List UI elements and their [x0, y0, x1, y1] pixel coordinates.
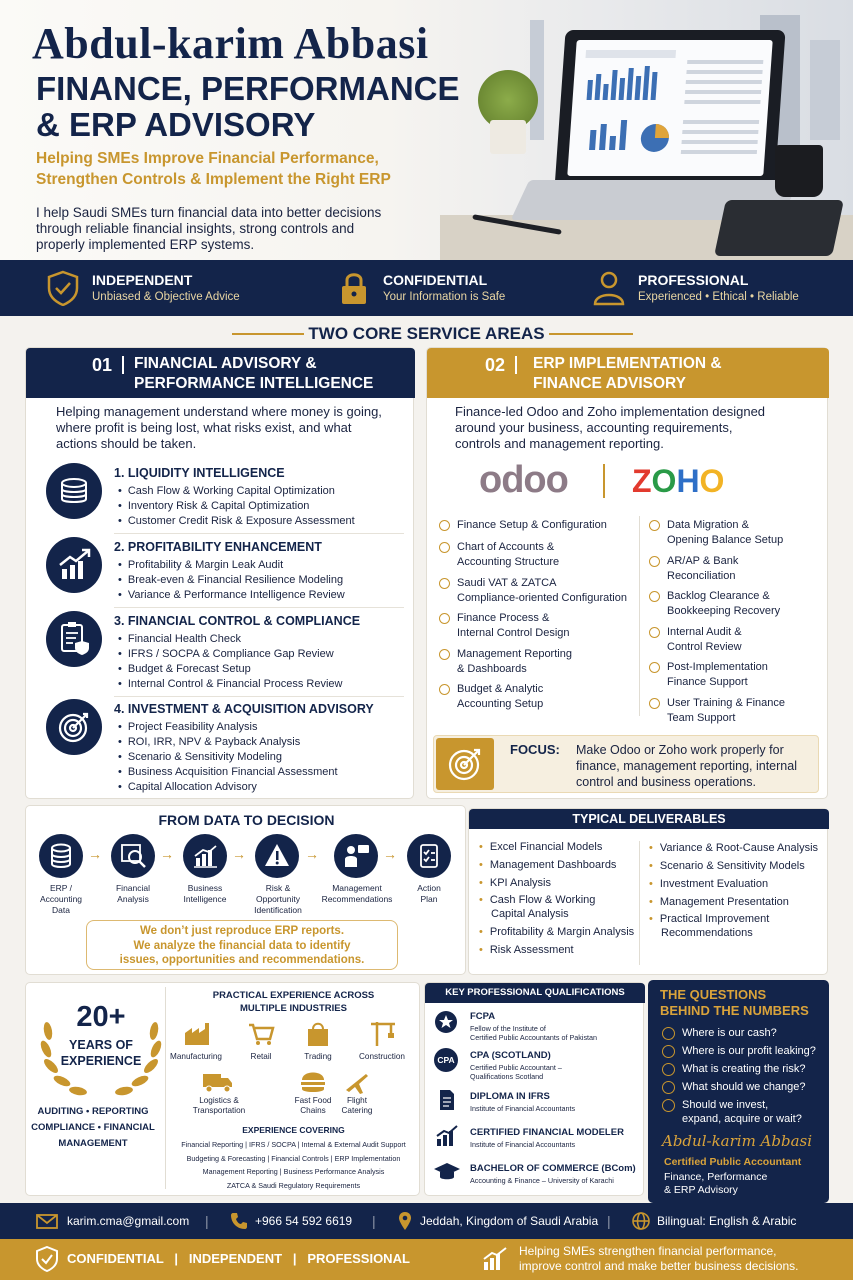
service-item: • Break-even & Financial Resilience Modeling — [118, 574, 343, 586]
service-item: • Internal Control & Financial Process Review — [118, 678, 342, 690]
qualification-desc: Certified Public Accountant – Qualifications Scotland — [470, 1063, 562, 1081]
card-intro-line-2: around your business, accounting requirements, — [455, 420, 733, 435]
growth-chart-icon — [482, 1247, 508, 1271]
erp-service: Finance Setup & Configuration — [457, 519, 607, 531]
erp-service: User Training & Finance Team Support — [667, 697, 785, 724]
value-desc: Unbiased & Objective Advice — [92, 291, 240, 303]
experience-areas: AUDITING • REPORTING COMPLIANCE • FINANCIAL MANAGEMENT — [31, 1106, 155, 1149]
cpa-badge-icon: CPA — [434, 1048, 458, 1072]
value-title: PROFESSIONAL — [638, 272, 749, 288]
person-name: Abdul-karim Abbasi — [32, 19, 429, 68]
bottom-values: CONFIDENTIAL | INDEPENDENT | PROFESSIONAL — [67, 1251, 410, 1266]
question-icon — [662, 1081, 675, 1094]
presenter-icon — [334, 834, 378, 878]
warning-icon — [255, 834, 299, 878]
separator: | — [372, 1213, 376, 1229]
signature-role: Finance, Performance & ERP Advisory — [664, 1171, 768, 1196]
question-icon — [662, 1027, 675, 1040]
signature: Abdul-karim Abbasi — [662, 1132, 813, 1150]
deliverable-item: • Investment Evaluation — [649, 877, 768, 891]
service-item: • Customer Credit Risk & Exposure Assessment — [118, 515, 355, 527]
covering-title: EXPERIENCE COVERING — [242, 1125, 345, 1135]
subtitle-line-2: Strengthen Controls & Implement the Right ERP — [36, 171, 391, 188]
deliverable-item: • Scenario & Sensitivity Models — [649, 859, 805, 873]
questions-panel — [648, 980, 829, 1203]
flow-step-label: Management Recommendations — [321, 883, 393, 904]
check-icon — [439, 613, 450, 624]
bar-chart-icon — [183, 834, 227, 878]
header-separator — [122, 356, 124, 374]
card-number: 01 — [92, 355, 113, 375]
column-divider — [639, 516, 640, 716]
question-icon — [662, 1045, 675, 1058]
bottom-bar — [0, 1239, 853, 1280]
check-icon — [649, 520, 660, 531]
erp-service: Chart of Accounts & Accounting Structure — [457, 541, 560, 568]
deliverables-panel — [468, 808, 828, 975]
card-intro-line-1: Finance-led Odoo and Zoho implementation designed — [455, 404, 766, 419]
erp-service: Finance Process & Internal Control Design — [457, 612, 570, 639]
factory-icon — [183, 1021, 211, 1047]
erp-implementation-card — [426, 347, 828, 799]
service-item: • Business Acquisition Financial Assessment — [118, 766, 338, 778]
service-title: 3. FINANCIAL CONTROL & COMPLIANCE — [114, 614, 361, 628]
erp-service: Internal Audit & Control Review — [667, 626, 742, 653]
plant-pot — [490, 120, 526, 154]
signature-title: Certified Public Accountant — [664, 1156, 802, 1168]
question-item: Where is our profit leaking? — [682, 1045, 816, 1057]
industry-label: Flight Catering — [341, 1096, 373, 1115]
deliverable-item: • Practical Improvement Recommendations — [649, 912, 769, 940]
value-title: INDEPENDENT — [92, 272, 193, 288]
industry-label: Manufacturing — [170, 1052, 222, 1061]
card-intro-line-3: controls and management reporting. — [455, 436, 664, 451]
question-item: Should we invest, expand, acquire or wait? — [682, 1099, 802, 1125]
separator: | — [607, 1213, 611, 1229]
industry-label: Retail — [250, 1052, 272, 1061]
experience-panel — [25, 982, 420, 1196]
qualification-title: FCPA — [470, 1011, 496, 1022]
deliverables-header — [469, 809, 829, 829]
qualification-title: DIPLOMA IN IFRS — [470, 1091, 550, 1102]
divider-rule — [549, 333, 633, 335]
header-separator — [515, 356, 517, 374]
hero-banner — [0, 0, 853, 260]
flow-step-label: ERP / Accounting Data — [39, 883, 83, 915]
qualification-title: CPA (SCOTLAND) — [470, 1050, 551, 1061]
qualification-title: BACHELOR OF COMMERCE (BCom) — [470, 1163, 636, 1174]
service-item: • Cash Flow & Working Capital Optimization — [118, 485, 335, 497]
column-divider — [639, 841, 640, 965]
card-intro-line-2: where profit is being lost, what risks exist, and what — [56, 420, 352, 435]
service-item: • Capital Allocation Advisory — [118, 781, 257, 793]
arrow-right-icon: → — [160, 846, 174, 862]
divider — [114, 696, 404, 697]
years-label-line-1: YEARS OF — [69, 1038, 133, 1052]
card-intro-line-3: actions should be taken. — [56, 436, 197, 451]
card-title-line-2: FINANCE ADVISORY — [533, 375, 687, 392]
card-title-line-2: PERFORMANCE INTELLIGENCE — [134, 375, 374, 392]
bag-icon — [304, 1021, 332, 1047]
magnifier-chart-icon — [111, 834, 155, 878]
flow-step-label: Financial Analysis — [115, 883, 151, 904]
check-icon — [439, 649, 450, 660]
covering-list: Financial Reporting | IFRS / SOCPA | Internal & External Audit Support Budgeting & Forecasting | Financial Controls | ERP Implementation Management Reporting | Business Performance Analysis ZATCA & Saudi Regulatory Requirements — [181, 1140, 406, 1190]
deliverable-item: • Excel Financial Models — [479, 840, 602, 854]
questions-title: THE QUESTIONS BEHIND THE NUMBERS — [660, 987, 809, 1018]
arrow-right-icon: → — [305, 846, 319, 862]
coffee-mug-icon — [775, 145, 823, 197]
contact-email[interactable]: karim.cma@gmail.com — [67, 1214, 190, 1228]
zoho-letter: O — [699, 463, 725, 499]
intro-line-2: through reliable financial insights, strong controls and — [36, 221, 355, 236]
skyline-building — [810, 40, 840, 140]
card-header — [26, 348, 415, 398]
service-title: 4. INVESTMENT & ACQUISITION ADVISORY — [114, 702, 374, 716]
erp-service: Backlog Clearance & Bookkeeping Recovery — [667, 590, 781, 617]
check-icon — [439, 578, 450, 589]
card-title-line-1: FINANCIAL ADVISORY & — [134, 355, 317, 372]
deliverables-title: TYPICAL DELIVERABLES — [572, 812, 726, 826]
years-label-line-2: EXPERIENCE — [60, 1054, 142, 1068]
question-item: What is creating the risk? — [682, 1063, 806, 1075]
flow-step-label: Action Plan — [417, 883, 441, 904]
data-to-decision-panel — [25, 805, 466, 975]
service-item: • Variance & Performance Intelligence Review — [118, 589, 345, 601]
burger-icon — [299, 1069, 327, 1095]
question-item: Where is our cash? — [682, 1027, 777, 1039]
laptop-dashboard-screen — [567, 40, 773, 176]
flow-title: FROM DATA TO DECISION — [158, 812, 335, 828]
crane-icon — [369, 1019, 397, 1047]
flow-note: We don’t just reproduce ERP reports. We analyze the financial data to identify issues, opportunities and recommendations. — [86, 920, 398, 970]
separator: | — [205, 1213, 209, 1229]
zoho-logo — [632, 463, 724, 499]
qualifications-title: KEY PROFESSIONAL QUALIFICATIONS — [445, 987, 625, 998]
service-item: • IFRS / SOCPA & Compliance Gap Review — [118, 648, 334, 660]
focus-text: Make Odoo or Zoho work properly for finance, management reporting, internal control and business operations. — [576, 743, 797, 789]
value-title: CONFIDENTIAL — [383, 272, 488, 288]
card-header — [427, 348, 829, 398]
value-desc: Experienced • Ethical • Reliable — [638, 291, 799, 303]
qualifications-panel — [424, 982, 644, 1196]
erp-service: Budget & Analytic Accounting Setup — [457, 683, 544, 710]
intro-line-3: properly implemented ERP systems. — [36, 237, 255, 252]
graduation-cap-icon — [433, 1161, 461, 1181]
card-intro-line-1: Helping management understand where money is going, — [56, 404, 382, 419]
erp-service: Post-Implementation Finance Support — [667, 661, 768, 688]
focus-box — [433, 735, 819, 793]
qualifications-header — [425, 983, 645, 1003]
checklist-icon — [407, 834, 451, 878]
growth-chart-icon — [435, 1125, 459, 1147]
arrow-right-icon: → — [383, 846, 397, 862]
value-independent — [46, 260, 266, 316]
star-seal-icon — [435, 1011, 457, 1033]
divider — [114, 607, 404, 608]
industries-title: PRACTICAL EXPERIENCE ACROSS MULTIPLE INDUSTRIES — [212, 990, 375, 1014]
skyline-building — [530, 20, 544, 140]
location-pin-icon — [398, 1211, 412, 1231]
service-title: 1. LIQUIDITY INTELLIGENCE — [114, 466, 285, 480]
zoho-letter: Z — [632, 463, 652, 499]
erp-service: Management Reporting & Dashboards — [457, 648, 572, 675]
service-item: • Project Feasibility Analysis — [118, 721, 257, 733]
email-icon — [36, 1214, 58, 1229]
headline-line-2: & ERP ADVISORY — [36, 106, 316, 143]
lock-icon — [337, 270, 371, 306]
industry-label: Trading — [304, 1052, 332, 1061]
contact-bar — [0, 1203, 853, 1239]
shield-check-icon — [46, 270, 80, 306]
values-band — [0, 260, 853, 316]
service-item: • Inventory Risk & Capital Optimization — [118, 500, 309, 512]
bottom-tagline: Helping SMEs strengthen financial performance, improve control and make better business decisions. — [519, 1244, 799, 1273]
target-icon — [46, 699, 102, 755]
qualification-desc: Institute of Financial Accountants — [470, 1104, 576, 1113]
industry-label: Logistics & Transportation — [192, 1096, 246, 1115]
logo-separator — [603, 464, 605, 498]
erp-service: Data Migration & Opening Balance Setup — [667, 519, 784, 546]
deliverable-item: • KPI Analysis — [479, 876, 551, 890]
growth-chart-icon — [46, 537, 102, 593]
financial-advisory-card — [25, 347, 414, 799]
value-professional — [592, 260, 832, 316]
value-desc: Your Information is Safe — [383, 291, 506, 303]
deliverable-item: • Profitability & Margin Analysis — [479, 925, 634, 939]
contact-language: Bilingual: English & Arabic — [657, 1214, 797, 1228]
calculator-icon — [714, 200, 844, 256]
check-icon — [649, 627, 660, 638]
years-count: 20+ — [76, 1001, 126, 1033]
value-confidential — [337, 260, 557, 316]
intro-line-1: I help Saudi SMEs turn financial data into better decisions — [36, 205, 382, 220]
service-item: • ROI, IRR, NPV & Payback Analysis — [118, 736, 300, 748]
check-icon — [649, 662, 660, 673]
document-icon — [438, 1089, 456, 1111]
shield-check-icon — [36, 1246, 58, 1272]
service-item: • Profitability & Margin Leak Audit — [118, 559, 283, 571]
arrow-right-icon: → — [88, 846, 102, 862]
truck-icon — [202, 1070, 234, 1094]
focus-label: FOCUS: — [510, 742, 560, 757]
question-icon — [662, 1063, 675, 1076]
check-icon — [649, 698, 660, 709]
odoo-logo: odoo — [479, 459, 568, 501]
coins-icon — [46, 463, 102, 519]
industry-label: Construction — [359, 1052, 405, 1061]
deliverable-item: • Risk Assessment — [479, 943, 574, 957]
check-icon — [649, 591, 660, 602]
database-icon — [39, 834, 83, 878]
clipboard-shield-icon — [46, 611, 102, 667]
check-icon — [439, 520, 450, 531]
service-title: 2. PROFITABILITY ENHANCEMENT — [114, 540, 322, 554]
check-icon — [439, 684, 450, 695]
cart-icon — [247, 1021, 275, 1047]
card-title-line-1: ERP IMPLEMENTATION & — [533, 355, 722, 372]
flow-step-label: Risk & Opportunity Identification — [254, 883, 302, 915]
globe-icon — [632, 1212, 650, 1230]
subtitle-line-1: Helping SMEs Improve Financial Performance, — [36, 150, 379, 167]
arrow-right-icon: → — [232, 846, 246, 862]
phone-icon — [230, 1212, 248, 1230]
service-item: • Financial Health Check — [118, 633, 241, 645]
person-icon — [592, 270, 626, 306]
qualification-title: CERTIFIED FINANCIAL MODELER — [470, 1127, 624, 1138]
question-item: What should we change? — [682, 1081, 806, 1093]
contact-phone[interactable]: +966 54 592 6619 — [255, 1214, 353, 1228]
erp-service: Saudi VAT & ZATCA Compliance-oriented Configuration — [457, 577, 627, 604]
headline-line-1: FINANCE, PERFORMANCE — [36, 70, 460, 107]
card-number: 02 — [485, 355, 506, 375]
qualification-desc: Fellow of the Institute of Certified Public Accountants of Pakistan — [470, 1024, 598, 1042]
service-item: • Scenario & Sensitivity Modeling — [118, 751, 282, 763]
flow-step-label: Business Intelligence — [183, 883, 227, 904]
contact-location: Jeddah, Kingdom of Saudi Arabia — [420, 1214, 599, 1228]
plane-icon — [342, 1069, 370, 1095]
qualification-desc: Accounting & Finance – University of Karachi — [470, 1176, 614, 1185]
divider — [114, 533, 404, 534]
check-icon — [439, 542, 450, 553]
question-icon — [662, 1099, 675, 1112]
target-icon — [436, 738, 494, 790]
deliverable-item: • Cash Flow & Working Capital Analysis — [479, 893, 595, 921]
service-item: • Budget & Forecast Setup — [118, 663, 251, 675]
qualification-desc: Institute of Financial Accountants — [470, 1140, 576, 1149]
deliverable-item: • Management Dashboards — [479, 858, 616, 872]
zoho-letter: H — [676, 463, 700, 499]
zoho-letter: O — [651, 463, 677, 499]
industry-label: Fast Food Chains — [294, 1096, 332, 1115]
deliverable-item: • Variance & Root-Cause Analysis — [649, 841, 818, 855]
erp-service: AR/AP & Bank Reconciliation — [667, 555, 739, 582]
deliverable-item: • Management Presentation — [649, 895, 789, 909]
core-services-title: TWO CORE SERVICE AREAS — [308, 324, 545, 343]
dashboard-chart-icon — [567, 40, 773, 176]
check-icon — [649, 556, 660, 567]
